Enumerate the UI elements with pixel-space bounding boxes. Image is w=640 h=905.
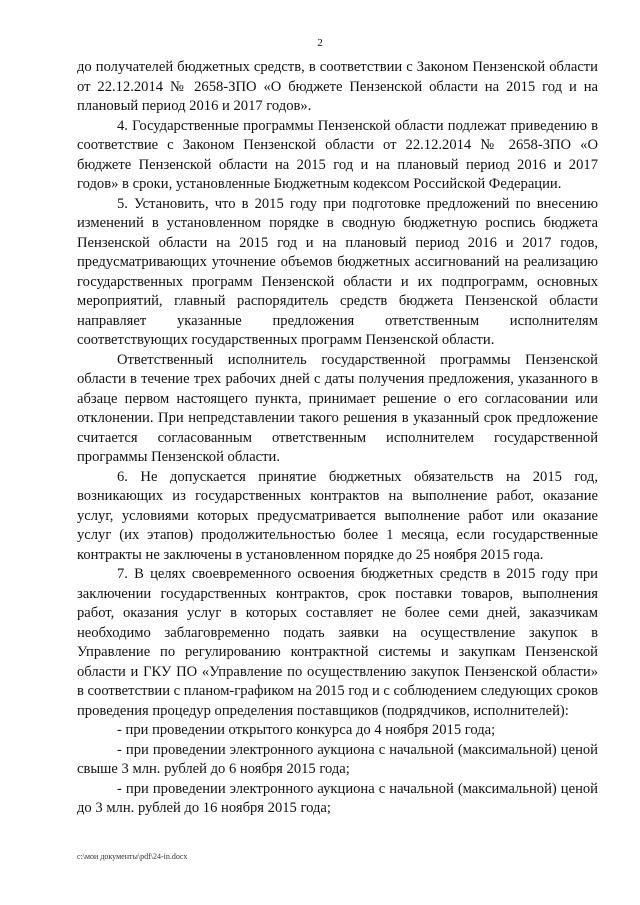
paragraph-item-7: 7. В целях своевременного освоения бюджетных средств в 2015 году при заключении государственных контрактов, срок поставки товаров, выполнения работ, оказания услуг в которых составляет не более семи дней, заказчикам необходимо заблаговременно подать заявки на осуществление закупок в Управление по регулированию контрактной системы и закупкам Пензенской области и ГКУ ПО «Управление по осуществлению закупок Пензенской области» в соответствии с планом-графиком на 2015 год и с соблюдением следующих сроков проведения процедур определения поставщиков (подрядчиков, исполнителей): bbox=[77, 566, 598, 719]
paragraph-item-5: 5. Установить, что в 2015 году при подготовке предложений по внесению изменений в установленном порядке в сводную бюджетную роспись бюджета Пензенской области на 2015 год и на плановый период 2016 и 2017 годов, предусматривающих уточнение объемов бюджетных ассигнований на реализацию государственных программ Пензенской области и их подпрограмм, основных мероприятий, главный распорядитель средств бюджета Пензенской области направляет указанные предложения ответственным исполнителям соответствующих государственных программ Пензенской области. bbox=[77, 195, 598, 348]
paragraph-continuation: до получателей бюджетных средств, в соответствии с Законом Пензенской области от 22.12.2014 № 2658-ЗПО «О бюджете Пензенской области на 2015 год и на плановый период 2016 и 2017 годов». bbox=[77, 59, 598, 114]
list-item-open-tender: - при проведении открытого конкурса до 4 ноября 2015 года; bbox=[117, 722, 496, 738]
document-body bbox=[77, 58, 598, 819]
paragraph-item-6: 6. Не допускается принятие бюджетных обязательств на 2015 год, возникающих из государственных контрактов на выполнение работ, оказание услуг, условиями которых предусматривается выполнение работ или оказание услуг (их этапов) продолжительностью более 1 месяца, если государственные контракты не заключены в установленном порядке до 25 ноября 2015 года. bbox=[77, 468, 598, 563]
list-item-auction-under-3m: - при проведении электронного аукциона с начальной (максимальной) ценой до 3 млн. рублей до 16 ноября 2015 года; bbox=[77, 780, 598, 816]
paragraph-item-5-continued: Ответственный исполнитель государственной программы Пензенской области в течение трех рабочих дней с даты получения предложения, указанного в абзаце первом настоящего пункта, принимает решение о его согласовании или отклонении. При непредставлении такого решения в указанный срок предложение считается согласованным ответственным исполнителем государственной программы Пензенской области. bbox=[77, 351, 598, 465]
footer-file-path: c:\мои документы\pdf\24-in.docx bbox=[77, 852, 188, 861]
list-item-auction-over-3m: - при проведении электронного аукциона с начальной (максимальной) ценой свыше 3 млн. рублей до 6 ноября 2015 года; bbox=[77, 741, 598, 777]
paragraph-item-4: 4. Государственные программы Пензенской области подлежат приведению в соответствие с Законом Пензенской области от 22.12.2014 № 2658-ЗПО «О бюджете Пензенской области на 2015 год и на плановый период 2016 и 2017 годов» в сроки, установленные Бюджетным кодексом Российской Федерации. bbox=[77, 117, 598, 192]
page-number: 2 bbox=[317, 37, 323, 49]
